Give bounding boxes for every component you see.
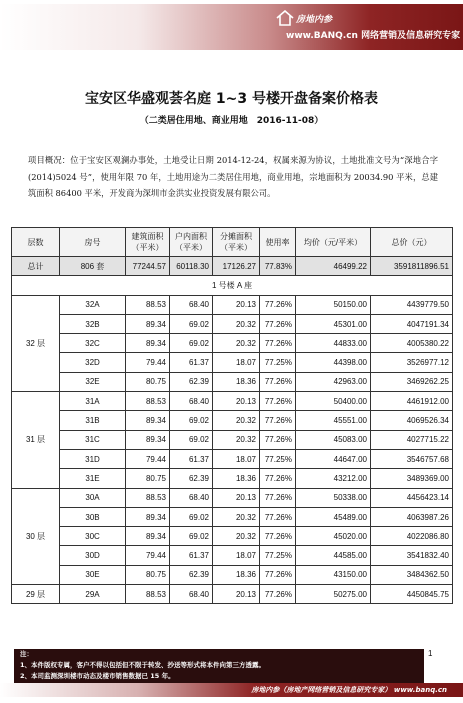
table-cell: 77.26% bbox=[260, 488, 296, 507]
table-cell: 30C bbox=[60, 527, 126, 546]
header-cell: 户内面积（平米） bbox=[170, 228, 213, 257]
table-cell: 4439779.50 bbox=[371, 295, 453, 314]
table-cell: 20.13 bbox=[213, 585, 260, 604]
table-cell: 20.13 bbox=[213, 488, 260, 507]
table-cell: 80.75 bbox=[126, 372, 170, 391]
table-cell: 18.36 bbox=[213, 565, 260, 584]
table-cell: 3546757.68 bbox=[371, 449, 453, 468]
floor-cell: 29 层 bbox=[12, 585, 60, 604]
table-cell: 20.13 bbox=[213, 295, 260, 314]
table-cell: 43212.00 bbox=[296, 469, 371, 488]
table-row bbox=[12, 372, 453, 391]
table-cell: 77.26% bbox=[260, 392, 296, 411]
section-label: 1 号楼 A 座 bbox=[12, 276, 453, 295]
table-cell: 4005380.22 bbox=[371, 334, 453, 353]
table-cell: 31B bbox=[60, 411, 126, 430]
table-cell: 77.26% bbox=[260, 430, 296, 449]
header-cell: 均价（元/平米） bbox=[296, 228, 371, 257]
table-cell: 44647.00 bbox=[296, 449, 371, 468]
table-cell: 45551.00 bbox=[296, 411, 371, 430]
table-cell: 44585.00 bbox=[296, 546, 371, 565]
table-cell: 50150.00 bbox=[296, 295, 371, 314]
table-cell: 77.25% bbox=[260, 449, 296, 468]
table-cell: 20.32 bbox=[213, 507, 260, 526]
table-cell: 62.39 bbox=[170, 565, 213, 584]
table-cell: 20.32 bbox=[213, 334, 260, 353]
total-cell: 总计 bbox=[12, 257, 60, 276]
total-cell: 77.83% bbox=[260, 257, 296, 276]
table-cell: 89.34 bbox=[126, 527, 170, 546]
table-cell: 69.02 bbox=[170, 334, 213, 353]
table-cell: 50275.00 bbox=[296, 585, 371, 604]
table-cell: 18.36 bbox=[213, 372, 260, 391]
table-cell: 32E bbox=[60, 372, 126, 391]
table-row bbox=[12, 469, 453, 488]
header-banner bbox=[0, 4, 463, 50]
table-cell: 77.26% bbox=[260, 507, 296, 526]
header-cell: 分摊面积（平米） bbox=[213, 228, 260, 257]
footer-notes bbox=[14, 649, 424, 684]
table-cell: 62.39 bbox=[170, 469, 213, 488]
table-cell: 31D bbox=[60, 449, 126, 468]
table-cell: 89.34 bbox=[126, 314, 170, 333]
table-cell: 32C bbox=[60, 334, 126, 353]
table-cell: 4456423.14 bbox=[371, 488, 453, 507]
section-row bbox=[12, 276, 453, 295]
table-cell: 69.02 bbox=[170, 507, 213, 526]
table-cell: 77.26% bbox=[260, 527, 296, 546]
table-row bbox=[12, 430, 453, 449]
table-cell: 68.40 bbox=[170, 488, 213, 507]
table-cell: 29A bbox=[60, 585, 126, 604]
table-cell: 77.26% bbox=[260, 334, 296, 353]
table-cell: 4027715.22 bbox=[371, 430, 453, 449]
table-row bbox=[12, 565, 453, 584]
table-cell: 44833.00 bbox=[296, 334, 371, 353]
table-row bbox=[12, 353, 453, 372]
table-cell: 68.40 bbox=[170, 392, 213, 411]
table-cell: 62.39 bbox=[170, 372, 213, 391]
total-cell: 3591811896.51 bbox=[371, 257, 453, 276]
floor-cell: 32 层 bbox=[12, 295, 60, 391]
table-cell: 89.34 bbox=[126, 507, 170, 526]
table-row bbox=[12, 488, 453, 507]
total-cell: 60118.30 bbox=[170, 257, 213, 276]
table-cell: 88.53 bbox=[126, 585, 170, 604]
footer-text: 房地内参（房地产网络营销及信息研究专家） www.banq.cn bbox=[251, 686, 447, 694]
table-cell: 77.26% bbox=[260, 469, 296, 488]
table-cell: 4047191.34 bbox=[371, 314, 453, 333]
table-cell: 89.34 bbox=[126, 411, 170, 430]
table-row bbox=[12, 295, 453, 314]
table-cell: 3469262.25 bbox=[371, 372, 453, 391]
table-cell: 79.44 bbox=[126, 353, 170, 372]
table-cell: 30A bbox=[60, 488, 126, 507]
table-cell: 77.26% bbox=[260, 372, 296, 391]
table-row bbox=[12, 527, 453, 546]
table-cell: 3484362.50 bbox=[371, 565, 453, 584]
table-row bbox=[12, 392, 453, 411]
table-cell: 30D bbox=[60, 546, 126, 565]
table-cell: 68.40 bbox=[170, 295, 213, 314]
table-cell: 18.07 bbox=[213, 546, 260, 565]
table-cell: 88.53 bbox=[126, 295, 170, 314]
table-cell: 18.36 bbox=[213, 469, 260, 488]
table-cell: 69.02 bbox=[170, 430, 213, 449]
header-cell: 总价（元） bbox=[371, 228, 453, 257]
table-cell: 4063987.26 bbox=[371, 507, 453, 526]
table-cell: 45301.00 bbox=[296, 314, 371, 333]
table-cell: 77.26% bbox=[260, 295, 296, 314]
table-cell: 68.40 bbox=[170, 585, 213, 604]
table-cell: 69.02 bbox=[170, 411, 213, 430]
table-header-row bbox=[12, 228, 453, 257]
table-cell: 77.25% bbox=[260, 353, 296, 372]
table-cell: 18.07 bbox=[213, 449, 260, 468]
table-cell: 31E bbox=[60, 469, 126, 488]
table-cell: 77.25% bbox=[260, 546, 296, 565]
total-row bbox=[12, 257, 453, 276]
total-cell: 806 套 bbox=[60, 257, 126, 276]
table-cell: 77.26% bbox=[260, 585, 296, 604]
brand-site-line: www.BANQ.cn 网络营销及信息研究专家 bbox=[286, 31, 461, 41]
table-cell: 69.02 bbox=[170, 314, 213, 333]
header-cell: 房号 bbox=[60, 228, 126, 257]
table-cell: 61.37 bbox=[170, 546, 213, 565]
table-cell: 20.13 bbox=[213, 392, 260, 411]
table-cell: 42963.00 bbox=[296, 372, 371, 391]
table-cell: 77.26% bbox=[260, 565, 296, 584]
total-cell: 46499.22 bbox=[296, 257, 371, 276]
table-cell: 50400.00 bbox=[296, 392, 371, 411]
project-overview: 项目概况：位于宝安区观澜办事处，土地受让日期 2014-12-24，权属来源为协议，土地批准文号为“深地合字(2014)5024 号”，使用年限 70 年，土地用途为二类居住用地，商业用地，宗地面积为 20034.90 平米，总建筑面积 86400 平米，开发商为深圳市金洪实业投资发展有限公司。 bbox=[28, 155, 438, 198]
table-cell: 79.44 bbox=[126, 546, 170, 565]
table-row bbox=[12, 546, 453, 565]
table-cell: 30E bbox=[60, 565, 126, 584]
table-cell: 4461912.00 bbox=[371, 392, 453, 411]
total-cell: 77244.57 bbox=[126, 257, 170, 276]
table-cell: 61.37 bbox=[170, 449, 213, 468]
table-cell: 80.75 bbox=[126, 469, 170, 488]
floor-cell: 30 层 bbox=[12, 488, 60, 584]
table-cell: 3541832.40 bbox=[371, 546, 453, 565]
note-item: 1、本件版权专属，客户不得以包括但不限于转发、抄送等形式将本件向第三方透露。 bbox=[20, 661, 266, 669]
table-cell: 4022086.80 bbox=[371, 527, 453, 546]
table-cell: 79.44 bbox=[126, 449, 170, 468]
notes-title: 注： bbox=[20, 650, 33, 658]
table-cell: 32B bbox=[60, 314, 126, 333]
house-logo-icon bbox=[276, 10, 294, 26]
table-row bbox=[12, 507, 453, 526]
table-cell: 61.37 bbox=[170, 353, 213, 372]
table-row bbox=[12, 334, 453, 353]
table-cell: 30B bbox=[60, 507, 126, 526]
table-cell: 69.02 bbox=[170, 527, 213, 546]
table-cell: 18.07 bbox=[213, 353, 260, 372]
table-row bbox=[12, 411, 453, 430]
table-cell: 45083.00 bbox=[296, 430, 371, 449]
document-subtitle: （二类居住用地、商业用地 2016-11-08） bbox=[139, 116, 324, 126]
table-cell: 44398.00 bbox=[296, 353, 371, 372]
table-cell: 32A bbox=[60, 295, 126, 314]
footer-banner bbox=[0, 683, 463, 697]
table-cell: 88.53 bbox=[126, 488, 170, 507]
table-cell: 20.32 bbox=[213, 314, 260, 333]
table-cell: 31A bbox=[60, 392, 126, 411]
table-cell: 31C bbox=[60, 430, 126, 449]
table-cell: 3489369.00 bbox=[371, 469, 453, 488]
table-row bbox=[12, 449, 453, 468]
total-cell: 17126.27 bbox=[213, 257, 260, 276]
table-cell: 77.26% bbox=[260, 411, 296, 430]
table-cell: 50338.00 bbox=[296, 488, 371, 507]
table-cell: 43150.00 bbox=[296, 565, 371, 584]
table-cell: 4450845.75 bbox=[371, 585, 453, 604]
table-row bbox=[12, 314, 453, 333]
header-cell: 层数 bbox=[12, 228, 60, 257]
price-table bbox=[11, 227, 453, 604]
table-cell: 80.75 bbox=[126, 565, 170, 584]
table-cell: 20.32 bbox=[213, 411, 260, 430]
table-cell: 45489.00 bbox=[296, 507, 371, 526]
table-cell: 20.32 bbox=[213, 527, 260, 546]
table-cell: 77.26% bbox=[260, 314, 296, 333]
table-cell: 89.34 bbox=[126, 334, 170, 353]
table-cell: 3526977.12 bbox=[371, 353, 453, 372]
header-cell: 建筑面积（平米） bbox=[126, 228, 170, 257]
header-cell: 使用率 bbox=[260, 228, 296, 257]
table-cell: 20.32 bbox=[213, 430, 260, 449]
table-cell: 32D bbox=[60, 353, 126, 372]
document-title: 宝安区华盛观荟名庭 1~3 号楼开盘备案价格表 bbox=[85, 91, 378, 107]
brand-name: 房地内参 bbox=[296, 15, 333, 25]
table-cell: 89.34 bbox=[126, 430, 170, 449]
note-item: 2、本司监测深圳楼市动态及楼市销售数据已 15 年。 bbox=[20, 672, 175, 680]
page-number: 1 bbox=[428, 649, 433, 658]
table-cell: 4069526.34 bbox=[371, 411, 453, 430]
floor-cell: 31 层 bbox=[12, 392, 60, 488]
table-cell: 45020.00 bbox=[296, 527, 371, 546]
table-cell: 88.53 bbox=[126, 392, 170, 411]
table-row bbox=[12, 585, 453, 604]
